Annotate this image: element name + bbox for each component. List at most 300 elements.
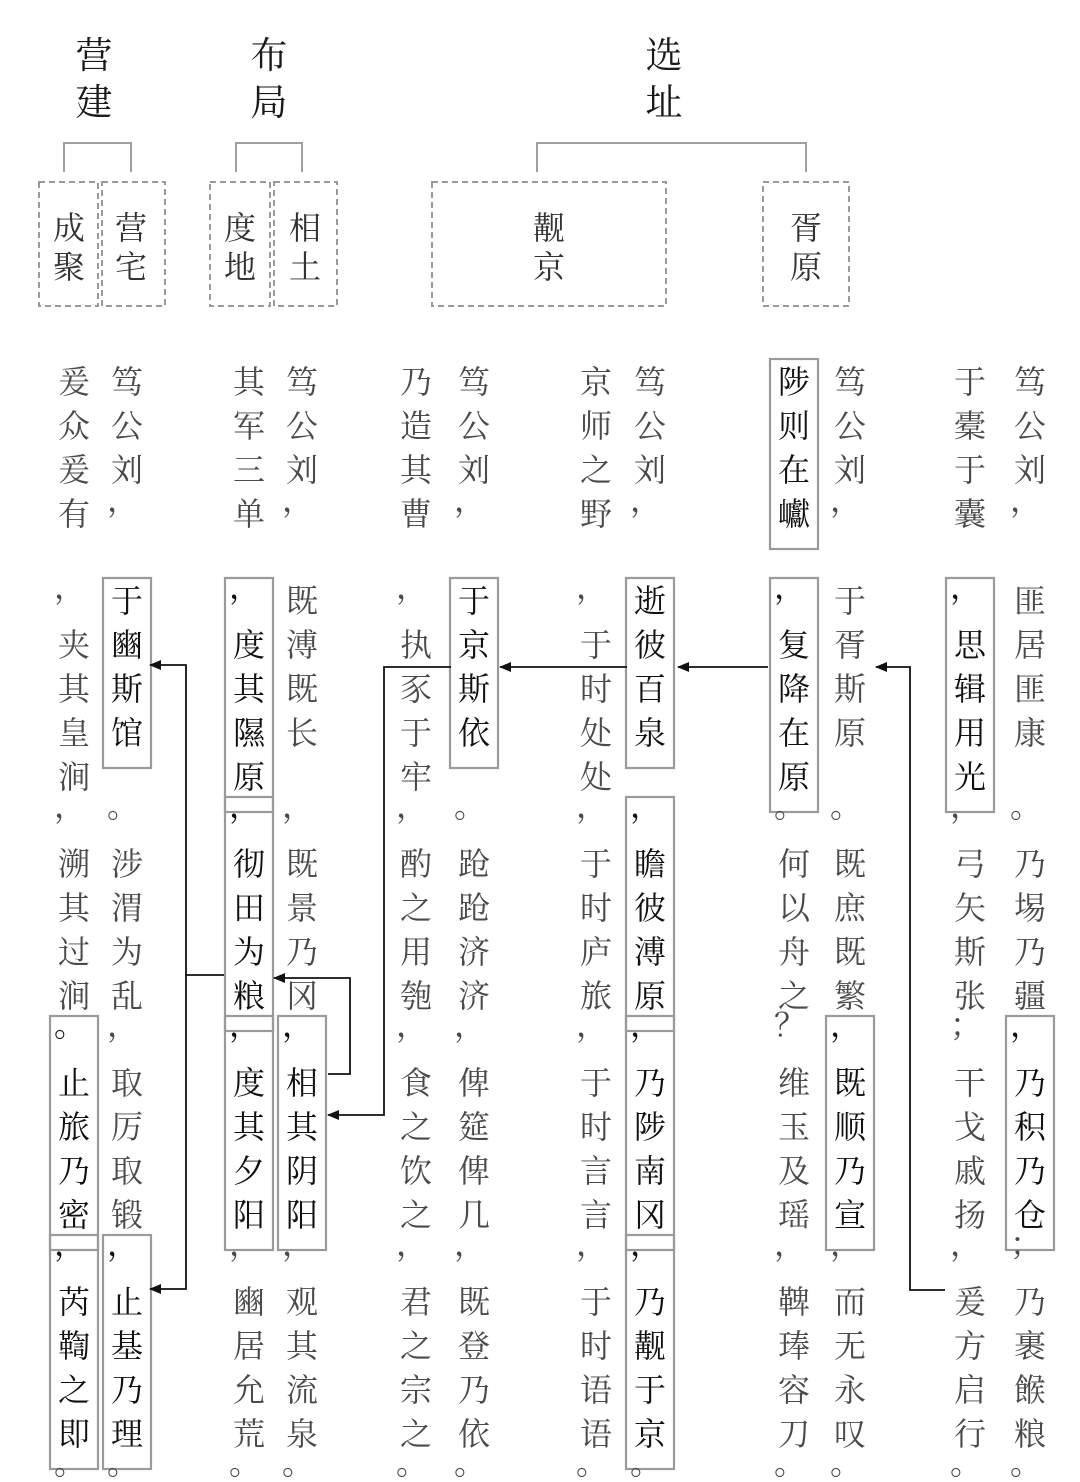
- poem-char: 执: [399, 626, 433, 664]
- poem-char: 顺: [833, 1108, 867, 1146]
- poem-char: 何: [777, 845, 811, 883]
- poem-char: 戚: [953, 1152, 987, 1190]
- poem-char: ，: [829, 481, 863, 519]
- poem-char: 以: [777, 889, 811, 927]
- poem-char: 济: [457, 977, 491, 1015]
- poem-char: 原: [777, 758, 811, 796]
- poem-char: 乃: [1013, 1283, 1047, 1321]
- poem-char: ，: [53, 568, 87, 606]
- poem-char: ，: [773, 1225, 807, 1263]
- poem-char: 行: [953, 1415, 987, 1453]
- poem-char: 彻: [232, 845, 266, 883]
- poem-char: 积: [1013, 1108, 1047, 1146]
- poem-char: 于: [579, 845, 613, 883]
- poem-char: ，: [949, 1225, 983, 1263]
- poem-char: 夹: [57, 626, 91, 664]
- poem-char: 。: [281, 1444, 315, 1482]
- subcategory-boxes: [39, 182, 849, 306]
- poem-char: ，: [949, 568, 983, 606]
- poem-char: 师: [579, 407, 613, 445]
- poem-char: 斯: [953, 933, 987, 971]
- poem-char: 于: [579, 1064, 613, 1102]
- poem-char: 爰: [953, 1283, 987, 1321]
- poem-char: 处: [579, 714, 613, 752]
- poem-char: 橐: [953, 407, 987, 445]
- poem-char: 既: [833, 1064, 867, 1102]
- poem-char: 依: [457, 1415, 491, 1453]
- poem-char: 田: [232, 889, 266, 927]
- poem-char: 其: [232, 1108, 266, 1146]
- poem-char: 乃: [1013, 1152, 1047, 1190]
- poem-char: 言: [579, 1196, 613, 1234]
- poem-char: 。: [629, 1444, 663, 1482]
- poem-char: ，: [281, 787, 315, 825]
- poem-char: 。: [1009, 1444, 1043, 1482]
- poem-char: 。: [773, 787, 807, 825]
- poem-char: 众: [57, 407, 91, 445]
- poem-char: 鞫: [57, 1327, 91, 1365]
- poem-char: 时: [579, 670, 613, 708]
- poem-char: ，: [53, 787, 87, 825]
- poem-char: 。: [106, 787, 140, 825]
- poem-char: 几: [457, 1196, 491, 1234]
- poem-char: 及: [777, 1152, 811, 1190]
- poem-char: ，: [629, 1006, 663, 1044]
- poem-char: 其: [285, 1327, 319, 1365]
- poem-char: ，: [829, 1225, 863, 1263]
- poem-char: ，: [228, 568, 262, 606]
- poem-char: 泉: [285, 1415, 319, 1453]
- poem-char: 居: [1013, 626, 1047, 664]
- poem-char: 复: [777, 626, 811, 664]
- arrow-qiyang-to-xuyuan: [876, 667, 945, 1290]
- poem-char: 其: [399, 451, 433, 489]
- poem-char: ，: [395, 568, 429, 606]
- poem-char: 宣: [833, 1196, 867, 1234]
- poem-char: 弓: [953, 845, 987, 883]
- poem-char: 公: [457, 407, 491, 445]
- poem-char: 厉: [110, 1108, 144, 1146]
- poem-char: ，: [629, 1225, 663, 1263]
- poem-char: 疆: [1013, 977, 1047, 1015]
- poem-char: 相: [285, 1064, 319, 1102]
- poem-char: 之: [777, 977, 811, 1015]
- poem-char: 。: [575, 1444, 609, 1482]
- poem-char: 戈: [953, 1108, 987, 1146]
- poem-char: ，: [575, 1006, 609, 1044]
- poem-char: 渭: [110, 889, 144, 927]
- poem-char: 。: [453, 787, 487, 825]
- poem-char: 之: [399, 1196, 433, 1234]
- poem-char: 于: [110, 582, 144, 620]
- poem-char: 瞻: [633, 845, 667, 883]
- poem-char: 乃: [457, 1371, 491, 1409]
- poem-char: 涉: [110, 845, 144, 883]
- poem-char: 粮: [232, 977, 266, 1015]
- poem-char: 君: [399, 1283, 433, 1321]
- poem-char: 永: [833, 1371, 867, 1409]
- poem-char: 南: [633, 1152, 667, 1190]
- poem-char: 则: [777, 407, 811, 445]
- poem-char: 冈: [633, 1196, 667, 1234]
- poem-char: 容: [777, 1371, 811, 1409]
- poem-char: ，: [453, 1225, 487, 1263]
- poem-char: ？: [773, 1006, 807, 1044]
- poem-char: 用: [953, 714, 987, 752]
- poem-char: 之: [399, 889, 433, 927]
- poem-char: 济: [457, 933, 491, 971]
- poem-char: 百: [633, 670, 667, 708]
- poem-char: 张: [953, 977, 987, 1015]
- poem-char: 其: [232, 670, 266, 708]
- poem-char: ，: [395, 1006, 429, 1044]
- poem-char: ，: [575, 787, 609, 825]
- poem-char: 鞞: [777, 1283, 811, 1321]
- sub-dudi-char2: 地: [223, 248, 257, 286]
- poem-char: 笃: [285, 363, 319, 401]
- poem-char: 长: [285, 714, 319, 752]
- poem-char: 琫: [777, 1327, 811, 1365]
- poem-char: 玉: [777, 1108, 811, 1146]
- poem-char: 用: [399, 933, 433, 971]
- poem-char: 为: [232, 933, 266, 971]
- poem-char: 维: [777, 1064, 811, 1102]
- poem-char: 粮: [1013, 1415, 1047, 1453]
- highlight-boxes: [50, 359, 1054, 1469]
- header-xuanzhi-char2: 址: [645, 81, 683, 124]
- poem-char: ，: [281, 1006, 315, 1044]
- poem-char: 刘: [1013, 451, 1047, 489]
- poem-char: ，: [106, 1006, 140, 1044]
- poem-char: 馆: [110, 714, 144, 752]
- sub-xuyuan-char1: 胥: [789, 209, 823, 247]
- poem-char: 刘: [833, 451, 867, 489]
- poem-char: 无: [833, 1327, 867, 1365]
- poem-char: 公: [285, 407, 319, 445]
- header-buju-char1: 布: [250, 34, 288, 77]
- poem-char: 泉: [633, 714, 667, 752]
- poem-char: 基: [110, 1327, 144, 1365]
- sub-guanjing-char1: 觏: [532, 209, 566, 247]
- poem-char: 公: [633, 407, 667, 445]
- poem-char: ，: [773, 568, 807, 606]
- poem-char: 止: [110, 1283, 144, 1321]
- poem-char: ，: [1009, 481, 1043, 519]
- poem-char: 斯: [457, 670, 491, 708]
- poem-char: 豕: [399, 670, 433, 708]
- poem-char: 公: [110, 407, 144, 445]
- poem-char: 涧: [57, 977, 91, 1015]
- poem-char: 京: [579, 363, 613, 401]
- poem-char: 矢: [953, 889, 987, 927]
- poem-char: 原: [633, 977, 667, 1015]
- bracket-yingjian: [64, 143, 131, 172]
- poem-char: 彼: [633, 889, 667, 927]
- poem-char: 降: [777, 670, 811, 708]
- poem-char: 宗: [399, 1371, 433, 1409]
- poem-char: 时: [579, 889, 613, 927]
- poem-char: 于: [579, 626, 613, 664]
- poem-char: 彼: [633, 626, 667, 664]
- poem-char: 。: [395, 1444, 429, 1482]
- header-brackets: [64, 143, 806, 172]
- poem-char: ，: [575, 1225, 609, 1263]
- poem-char: 时: [579, 1108, 613, 1146]
- poem-char: 处: [579, 758, 613, 796]
- poem-char: 饮: [399, 1152, 433, 1190]
- poem-char: 光: [953, 758, 987, 796]
- poem-char: 。: [228, 1444, 262, 1482]
- poem-char: 觏: [633, 1327, 667, 1365]
- poem-char: 语: [579, 1415, 613, 1453]
- poem-char: 乃: [110, 1371, 144, 1409]
- poem-char: ，: [949, 787, 983, 825]
- poem-char: 乃: [633, 1283, 667, 1321]
- sub-yingzhai-char1: 营: [114, 209, 148, 247]
- poem-char: 阳: [232, 1196, 266, 1234]
- poem-char: 乃: [285, 933, 319, 971]
- poem-char: 之: [579, 451, 613, 489]
- poem-char: 阳: [285, 1196, 319, 1234]
- poem-char: 思: [953, 626, 987, 664]
- poem-char: ，: [106, 1225, 140, 1263]
- poem-char: 于: [953, 451, 987, 489]
- poem-char: 在: [777, 714, 811, 752]
- poem-char: 刘: [285, 451, 319, 489]
- poem-char: 之: [399, 1108, 433, 1146]
- poem-char: 筵: [457, 1108, 491, 1146]
- poem-char: ；: [1009, 1225, 1043, 1263]
- poem-char: 曹: [399, 495, 433, 533]
- poem-char: 公: [833, 407, 867, 445]
- poem-char: 辑: [953, 670, 987, 708]
- header-buju-char2: 局: [250, 81, 288, 124]
- poem-char: 观: [285, 1283, 319, 1321]
- poem-char: 既: [457, 1283, 491, 1321]
- poem-char: 在: [777, 451, 811, 489]
- poem-char: 景: [285, 889, 319, 927]
- poem-char: 爰: [57, 363, 91, 401]
- poem-char: 餱: [1013, 1371, 1047, 1409]
- poem-char: 逝: [633, 582, 667, 620]
- poem-char: 原: [833, 714, 867, 752]
- poem-char: ，: [281, 1225, 315, 1263]
- poem-char: 于: [579, 1283, 613, 1321]
- category-headers: [76, 34, 683, 124]
- poem-char: 庐: [579, 933, 613, 971]
- poem-char: ，: [281, 481, 315, 519]
- poem-char: 笃: [457, 363, 491, 401]
- poem-char: 锻: [110, 1196, 144, 1234]
- poem-char: 乃: [633, 1064, 667, 1102]
- poem-char: 荒: [232, 1415, 266, 1453]
- poem-char: ，: [453, 481, 487, 519]
- poem-char: 。: [949, 1444, 983, 1482]
- poem-char: 俾: [457, 1152, 491, 1190]
- poem-char: 之: [57, 1371, 91, 1409]
- poem-char: 于: [399, 714, 433, 752]
- poem-char: 笃: [833, 363, 867, 401]
- poem-char: 登: [457, 1327, 491, 1365]
- poem-char: 笃: [110, 363, 144, 401]
- poem-char: 之: [399, 1415, 433, 1453]
- poem-char: 跄: [457, 889, 491, 927]
- poem-char: 皇: [57, 714, 91, 752]
- poem-char: 乃: [1013, 845, 1047, 883]
- poem-char: 而: [833, 1283, 867, 1321]
- poem-char: 既: [833, 845, 867, 883]
- poem-char: 既: [833, 933, 867, 971]
- poem-char: 言: [579, 1152, 613, 1190]
- poem-char: 巘: [777, 495, 811, 533]
- poem-char: 。: [773, 1444, 807, 1482]
- poem-char: ，: [228, 1006, 262, 1044]
- poem-char: 夕: [232, 1152, 266, 1190]
- poem-char: ，: [395, 787, 429, 825]
- poem-char: 度: [232, 626, 266, 664]
- header-xuanzhi-char1: 选: [645, 34, 683, 77]
- poem-char: 庶: [833, 889, 867, 927]
- poem-char: 刘: [110, 451, 144, 489]
- sub-guanjing-char2: 京: [532, 248, 566, 286]
- poem-char: 匪: [1013, 582, 1047, 620]
- poem-char: 牢: [399, 758, 433, 796]
- sub-xuyuan-char2: 原: [789, 248, 823, 286]
- poem-char: 刀: [777, 1415, 811, 1453]
- poem-char: 干: [953, 1064, 987, 1102]
- sub-chengju-char1: 成: [52, 209, 86, 247]
- poem-char: 取: [110, 1064, 144, 1102]
- bracket-buju: [236, 143, 302, 172]
- poem-char: 跄: [457, 845, 491, 883]
- poem-char: ，: [829, 1006, 863, 1044]
- poem-char: 囊: [953, 495, 987, 533]
- poem-char: 仓: [1013, 1196, 1047, 1234]
- poem-char: 匏: [399, 977, 433, 1015]
- poem-char: 旅: [57, 1108, 91, 1146]
- poem-char: 止: [57, 1064, 91, 1102]
- poem-char: 陟: [777, 363, 811, 401]
- poem-char: 乃: [399, 363, 433, 401]
- poem-char: 之: [399, 1327, 433, 1365]
- poem-char: 埸: [1013, 889, 1047, 927]
- poem-char: 瑶: [777, 1196, 811, 1234]
- poem-char: 其: [232, 363, 266, 401]
- poem-text: [54, 363, 1047, 1482]
- poem-char: 刘: [633, 451, 667, 489]
- sub-dudi-char1: 度: [223, 209, 257, 247]
- poem-char: 俾: [457, 1064, 491, 1102]
- poem-char: ，: [228, 1225, 262, 1263]
- poem-char: 其: [285, 1108, 319, 1146]
- poem-char: 涧: [57, 758, 91, 796]
- poem-char: 度: [232, 1064, 266, 1102]
- poem-char: 方: [953, 1327, 987, 1365]
- poem-char: ，: [53, 1225, 87, 1263]
- poem-char: 隰: [232, 714, 266, 752]
- poem-char: 乱: [110, 977, 144, 1015]
- poem-char: ，: [575, 568, 609, 606]
- poem-char: 乃: [833, 1152, 867, 1190]
- poem-char: ，: [106, 481, 140, 519]
- sub-xiangtu-char1: 相: [288, 209, 322, 247]
- poem-char: 阴: [285, 1152, 319, 1190]
- poem-char: 军: [232, 407, 266, 445]
- subcategory-labels: [53, 209, 822, 286]
- poem-char: 流: [285, 1371, 319, 1409]
- poem-char: 三: [232, 451, 266, 489]
- poem-char: 康: [1013, 714, 1047, 752]
- poem-char: 斯: [110, 670, 144, 708]
- poem-char: 密: [57, 1196, 91, 1234]
- poem-char: 溯: [57, 845, 91, 883]
- poem-char: 既: [285, 670, 319, 708]
- poem-char: 叹: [833, 1415, 867, 1453]
- poem-char: 其: [57, 889, 91, 927]
- poem-char: 理: [110, 1415, 144, 1453]
- poem-char: 胥: [833, 626, 867, 664]
- poem-char: ，: [629, 481, 663, 519]
- sub-chengju-char2: 聚: [52, 248, 86, 286]
- poem-char: 语: [579, 1371, 613, 1409]
- bracket-xuanzhi: [537, 143, 806, 172]
- poem-char: 。: [829, 787, 863, 825]
- poem-char: 溥: [633, 933, 667, 971]
- poem-char: 京: [457, 626, 491, 664]
- poem-char: 笃: [633, 363, 667, 401]
- arrow-jingyi-to-yinyang: [328, 667, 451, 1115]
- poem-char: ，: [1009, 1006, 1043, 1044]
- poem-char: 乃: [1013, 1064, 1047, 1102]
- poem-char: 允: [232, 1371, 266, 1409]
- poem-char: 食: [399, 1064, 433, 1102]
- poem-char: 于: [633, 1371, 667, 1409]
- poem-char: 为: [110, 933, 144, 971]
- poem-char: 于: [833, 582, 867, 620]
- poem-char: 依: [457, 714, 491, 752]
- poem-char: 单: [232, 495, 266, 533]
- poem-char: 。: [53, 1006, 87, 1044]
- poem-char: 繁: [833, 977, 867, 1015]
- poem-char: 芮: [57, 1283, 91, 1321]
- poem-char: 时: [579, 1327, 613, 1365]
- poem-char: ，: [629, 787, 663, 825]
- poem-char: 冈: [285, 977, 319, 1015]
- poem-char: 公: [1013, 407, 1047, 445]
- poem-char: 爰: [57, 451, 91, 489]
- poem-char: 。: [453, 1444, 487, 1482]
- poem-char: 野: [579, 495, 613, 533]
- poem-char: 斯: [833, 670, 867, 708]
- poem-char: 造: [399, 407, 433, 445]
- arrow-to-binguan: [150, 665, 224, 975]
- poem-char: ，: [395, 1225, 429, 1263]
- poem-char: 舟: [777, 933, 811, 971]
- poem-char: 居: [232, 1327, 266, 1365]
- poem-char: 陟: [633, 1108, 667, 1146]
- poem-char: 乃: [1013, 933, 1047, 971]
- poem-char: 过: [57, 933, 91, 971]
- poem-char: 原: [232, 758, 266, 796]
- poem-char: 扬: [953, 1196, 987, 1234]
- poem-char: 。: [106, 1444, 140, 1482]
- sub-yingzhai-char2: 宅: [114, 248, 148, 286]
- poem-char: 旅: [579, 977, 613, 1015]
- poem-char: 酌: [399, 845, 433, 883]
- poem-char: ；: [949, 1006, 983, 1044]
- arrow-to-zhiji: [150, 975, 186, 1289]
- poem-char: 取: [110, 1152, 144, 1190]
